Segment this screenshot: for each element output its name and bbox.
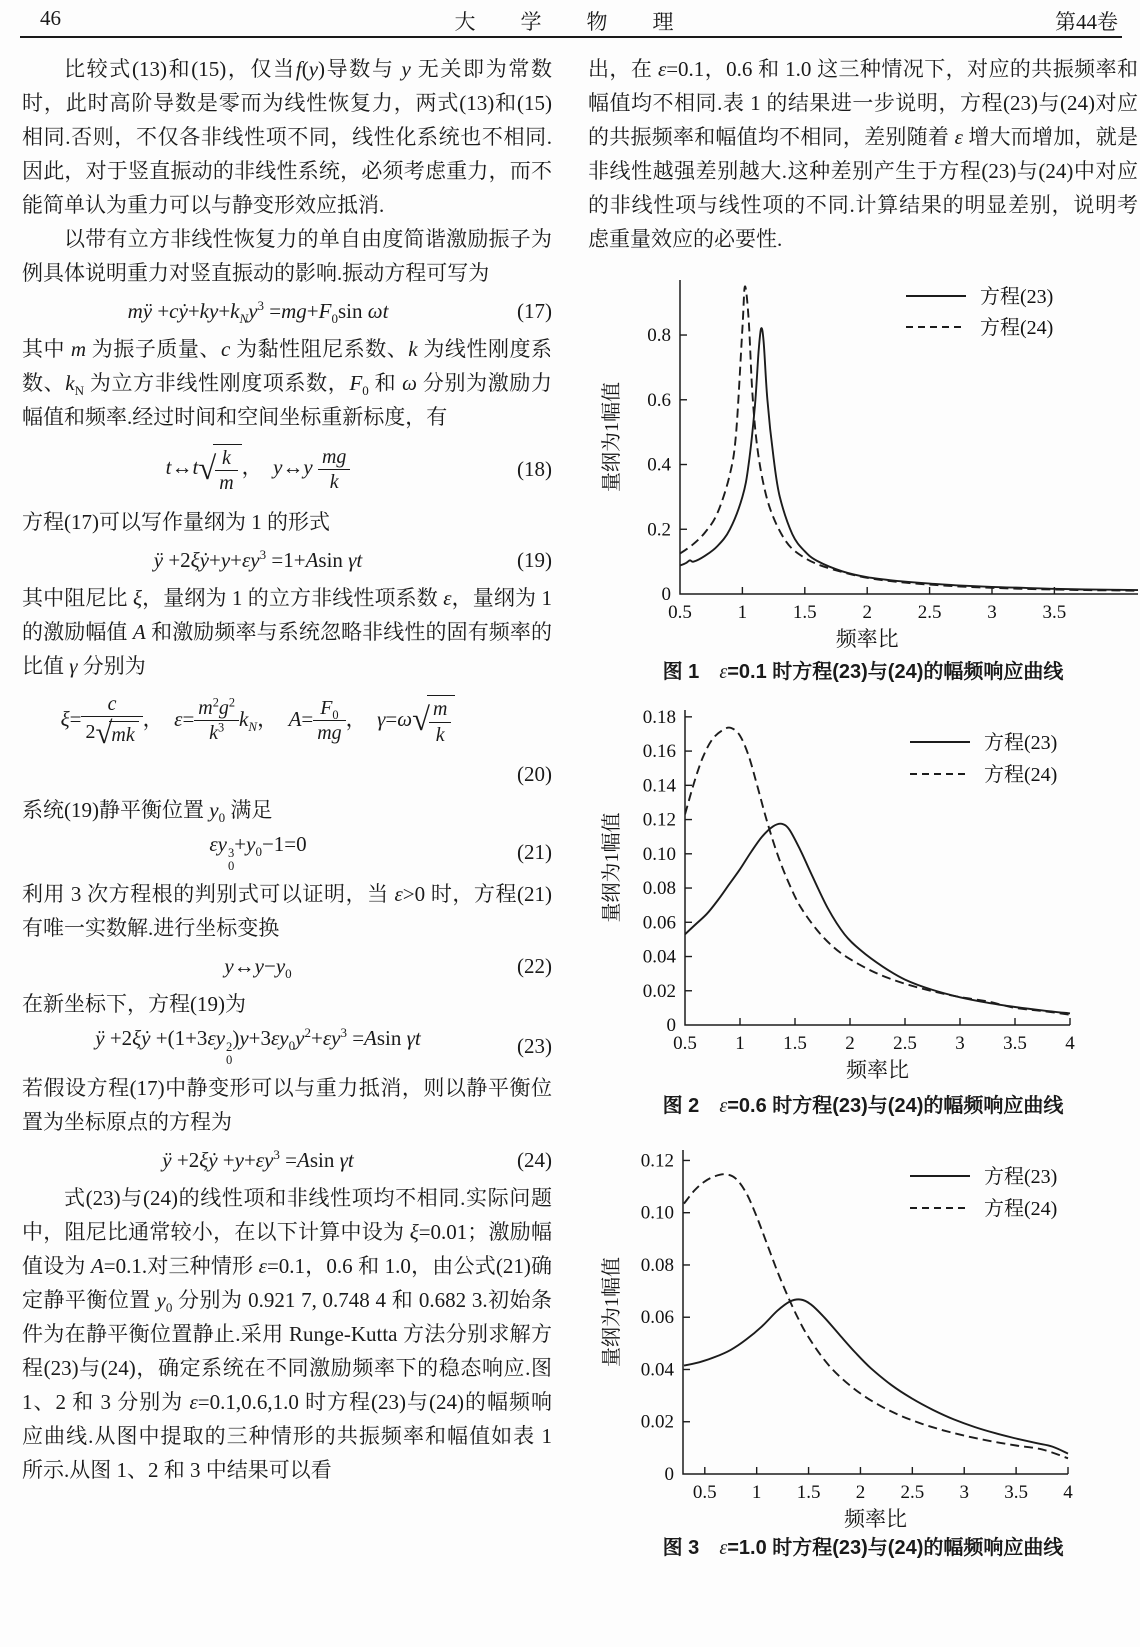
equation-24-number: (24) [517, 1148, 552, 1173]
x-tick-label: 4 [1063, 1482, 1073, 1503]
x-tick-label: 3 [987, 602, 997, 623]
equation-21-body: εy 3 0 $+y_0-1=0$ [209, 831, 307, 873]
paragraph-dimensionless: 方程(17)可以写作量纲为 1 的形式 [22, 509, 330, 534]
y-tick-label: 0.16 [642, 741, 676, 763]
paragraph-new-coords: 在新坐标下，方程(19)为 [22, 992, 246, 1017]
curve-eq23 [680, 328, 1138, 590]
x-tick-label: 3.5 [1042, 602, 1067, 623]
paragraph-compare: 比较式(13)和(15)，仅当f(y)导数与 y 无关即为常数时，此时高阶导数是零而为线性恢复力，两式(13)和(15)相同.否则，不仅各非线性项不同，线性化系统也不相同.因此，对于竖直振动的非线性系统，必须考虑重力，而不能简单认为重力可以与静变形效应抵消. [22, 57, 552, 217]
x-tick-label: 2 [855, 1482, 866, 1503]
y-tick-label: 0.18 [642, 706, 676, 728]
x-tick-label: 0.5 [692, 1482, 717, 1503]
figure-2-caption: 图 2 ε=0.6 时方程(23)与(24)的幅频响应曲线 [662, 1095, 1064, 1117]
y-tick-label: 0 [666, 1015, 676, 1036]
x-tick-label: 3.5 [1004, 1482, 1028, 1503]
x-tick-label: 1 [735, 1033, 745, 1054]
x-tick-label: 2 [862, 602, 872, 623]
page-number: 46 [40, 6, 61, 30]
x-axis-label: 频率比 [846, 1058, 909, 1082]
x-tick-label: 0.5 [673, 1033, 697, 1054]
y-tick-label: 0.10 [640, 1202, 674, 1224]
paragraph-symbols: 其中 m 为振子质量、c 为黏性阻尼系数、k 为线性刚度系数、$k_N$ 为立方非线性刚度项系数，$F_0$ 和 ω 分别为激励力幅值和频率.经过时间和空间坐标重新标度，有 [22, 337, 553, 429]
y-tick-label: 0.6 [647, 389, 671, 411]
y-tick-label: 0.8 [647, 325, 671, 347]
y-tick-label: 0.04 [640, 1359, 674, 1381]
equation-23-number: (23) [517, 1034, 552, 1059]
paragraph-parameters: 其中阻尼比 ξ，量纲为 1 的立方非线性项系数 ε，量纲为 1 的激励幅值 A 和激励频率与系统忽略非线性的固有频率的比值 γ 分别为 [22, 585, 553, 678]
x-tick-label: 4 [1065, 1033, 1075, 1054]
equation-18-number: (18) [517, 457, 552, 482]
equation-21-number: (21) [517, 840, 552, 864]
x-tick-label: 2.5 [900, 1482, 925, 1503]
x-tick-label: 1.5 [783, 1033, 807, 1054]
y-tick-label: 0.10 [642, 843, 676, 865]
left-column [22, 52, 552, 1487]
figure-1 [588, 266, 1138, 688]
y-tick-label: 0.08 [642, 878, 676, 900]
curve-eq23 [685, 824, 1070, 1014]
equation-23-body: ÿ +2ξẏ +(1+3εy 2 0 )$y+3\varepsilon y_0y^2+\varepsilon y^3 =Asin$ γt [95, 1025, 421, 1067]
curve-eq23 [684, 1299, 1068, 1453]
equation-22-number: (22) [517, 954, 552, 979]
figure-2-chart [588, 698, 1138, 1090]
figure-3 [588, 1132, 1138, 1564]
equation-17-number: (17) [517, 299, 552, 323]
paragraph-oscillator-intro: 以带有立方非线性恢复力的单自由度简谐激励振子为例具体说明重力对竖直振动的影响.振动方程可写为 [22, 227, 552, 285]
x-tick-label: 1 [737, 602, 748, 623]
figure-1-chart [588, 266, 1138, 656]
figure-1-caption: 图 1 ε=0.1 时方程(23)与(24)的幅频响应曲线 [662, 661, 1064, 683]
y-tick-label: 0.12 [640, 1150, 674, 1172]
volume-label: 第44卷 [1055, 10, 1118, 34]
header-rule [20, 36, 1122, 38]
right-column [588, 52, 1138, 1564]
axes [685, 710, 1070, 1025]
x-tick-label: 2.5 [917, 602, 942, 623]
equation-19-body: ÿ $+2\xi ẏ+y+\varepsilon y^3 =1+Asin$ γt [153, 546, 363, 572]
page-header [22, 6, 1118, 32]
y-tick-label: 0 [661, 584, 671, 605]
y-axis-label: 量纲为1幅值 [601, 1257, 623, 1367]
equation-19-number: (19) [517, 547, 552, 572]
legend-label: 方程(23) [984, 732, 1058, 754]
y-tick-label: 0.06 [642, 912, 676, 934]
x-tick-label: 1 [751, 1482, 762, 1503]
figure-3-caption: 图 3 ε=1.0 时方程(23)与(24)的幅频响应曲线 [662, 1537, 1064, 1559]
equation-22-body: $y\leftrightarrow y-y_0$ [224, 953, 292, 982]
legend-label: 方程(24) [984, 1198, 1058, 1220]
y-tick-label: 0.4 [647, 454, 671, 476]
equation-21 [22, 831, 552, 873]
x-tick-label: 1.5 [792, 602, 817, 623]
x-tick-label: 3.5 [1003, 1033, 1027, 1054]
paragraph-equilibrium: 系统(19)静平衡位置 $y_0$ 满足 [22, 797, 273, 826]
y-tick-label: 0.04 [642, 946, 676, 968]
y-axis-label: 量纲为1幅值 [601, 382, 623, 492]
x-tick-label: 0.5 [668, 602, 692, 623]
x-tick-label: 1.5 [796, 1482, 821, 1503]
equation-19 [22, 543, 552, 577]
x-tick-label: 2 [845, 1033, 855, 1054]
y-tick-label: 0.08 [640, 1254, 674, 1276]
legend-label: 方程(24) [980, 317, 1054, 339]
equation-17 [22, 294, 552, 328]
paragraph-numerical: 式(23)与(24)的线性项和非线性项均不相同.实际问题中，阻尼比通常较小，在以下计算中设为 ξ=0.01；激励幅值设为 A=0.1.对三种情形 ε=0.1，0.6 和 1.0，由公式(21)确定静平衡位置 $y_0$ 分别为 0.921 7, 0.748 4 和 0.682 3.初始条件为在静平衡位置静止.采用 Runge-Kutta 方法分别求解方程(23)与(24)，确定系统在不同激励频率下的稳态响应.图 1、2 和 3 分别为 ε=0.1,0.6,1.0 时方程(23)与(24)的幅频响应曲线.从图中提取的三种情形的共振频率和幅值如表 1 所示.从图 1、2 和 3 中结果可以看 [22, 1186, 553, 1483]
y-tick-label: 0 [664, 1464, 674, 1485]
x-axis-label: 频率比 [844, 1507, 907, 1531]
equation-20-number: (20) [517, 761, 552, 786]
equation-24 [22, 1143, 552, 1177]
y-tick-label: 0.02 [642, 980, 676, 1002]
x-tick-label: 3 [955, 1033, 965, 1054]
figure-2 [588, 698, 1138, 1122]
equation-18 [22, 444, 552, 495]
x-tick-label: 3 [959, 1482, 969, 1503]
curve-eq24 [680, 286, 1138, 590]
y-tick-label: 0.14 [642, 775, 676, 797]
equation-24-body: ÿ +2ξẏ $+y+\varepsilon y^3 =Asin$ γt [162, 1147, 354, 1173]
paragraph-discriminant: 利用 3 次方程根的判别式可以证明，当 ε>0 时，方程(21)有唯一实数解.进行坐标变换 [22, 882, 552, 941]
y-tick-label: 0.12 [642, 809, 676, 831]
y-axis-label: 量纲为1幅值 [601, 812, 623, 923]
equation-17-body: mÿ $+cẏ+ky+k_Ny^3 =mg+F_0\sin$ ωt [127, 297, 389, 327]
equation-22 [22, 949, 552, 983]
legend-label: 方程(23) [980, 286, 1054, 308]
legend-label: 方程(23) [984, 1166, 1058, 1188]
x-tick-label: 2.5 [893, 1033, 917, 1054]
paragraph-results: 出，在 ε=0.1，0.6 和 1.0 这三种情况下，对应的共振频率和幅值均不相同.表 1 的结果进一步说明，方程(23)与(24)对应的共振频率和幅值均不相同，差别随着 ε 增大而增加，就是非线性越强差别越大.这种差别产生于方程(23)与(24)中对应的非线性项与线性项的不同.计算结果的明显差别，说明考虑重量效应的必要性. [588, 57, 1139, 251]
y-tick-label: 0.02 [640, 1411, 674, 1433]
equation-23 [22, 1025, 552, 1067]
journal-title: 大 学 物 理 [454, 10, 686, 34]
figure-3-chart [588, 1132, 1138, 1532]
y-tick-label: 0.06 [640, 1307, 674, 1329]
x-axis-label: 频率比 [835, 627, 899, 651]
equation-20-body: ξ= $\frac{c}{2√mk}$ ， ε= $\frac{m^2g^2}{k^3}$ $k_N$， A= $\frac{F_0}{mg}$ ， γ=ω√ $\frac{m}{k}$ [22, 693, 494, 749]
paragraph-gravity-cancel: 若假设方程(17)中静变形可以与重力抵消，则以静平衡位置为坐标原点的方程为 [22, 1076, 552, 1135]
equation-20 [22, 693, 552, 749]
legend-label: 方程(24) [984, 764, 1058, 786]
y-tick-label: 0.2 [647, 519, 671, 541]
equation-18-body: t↔t√ $\frac{k}{m}$ ， y↔y $\frac{mg}{k}$ [22, 444, 494, 495]
